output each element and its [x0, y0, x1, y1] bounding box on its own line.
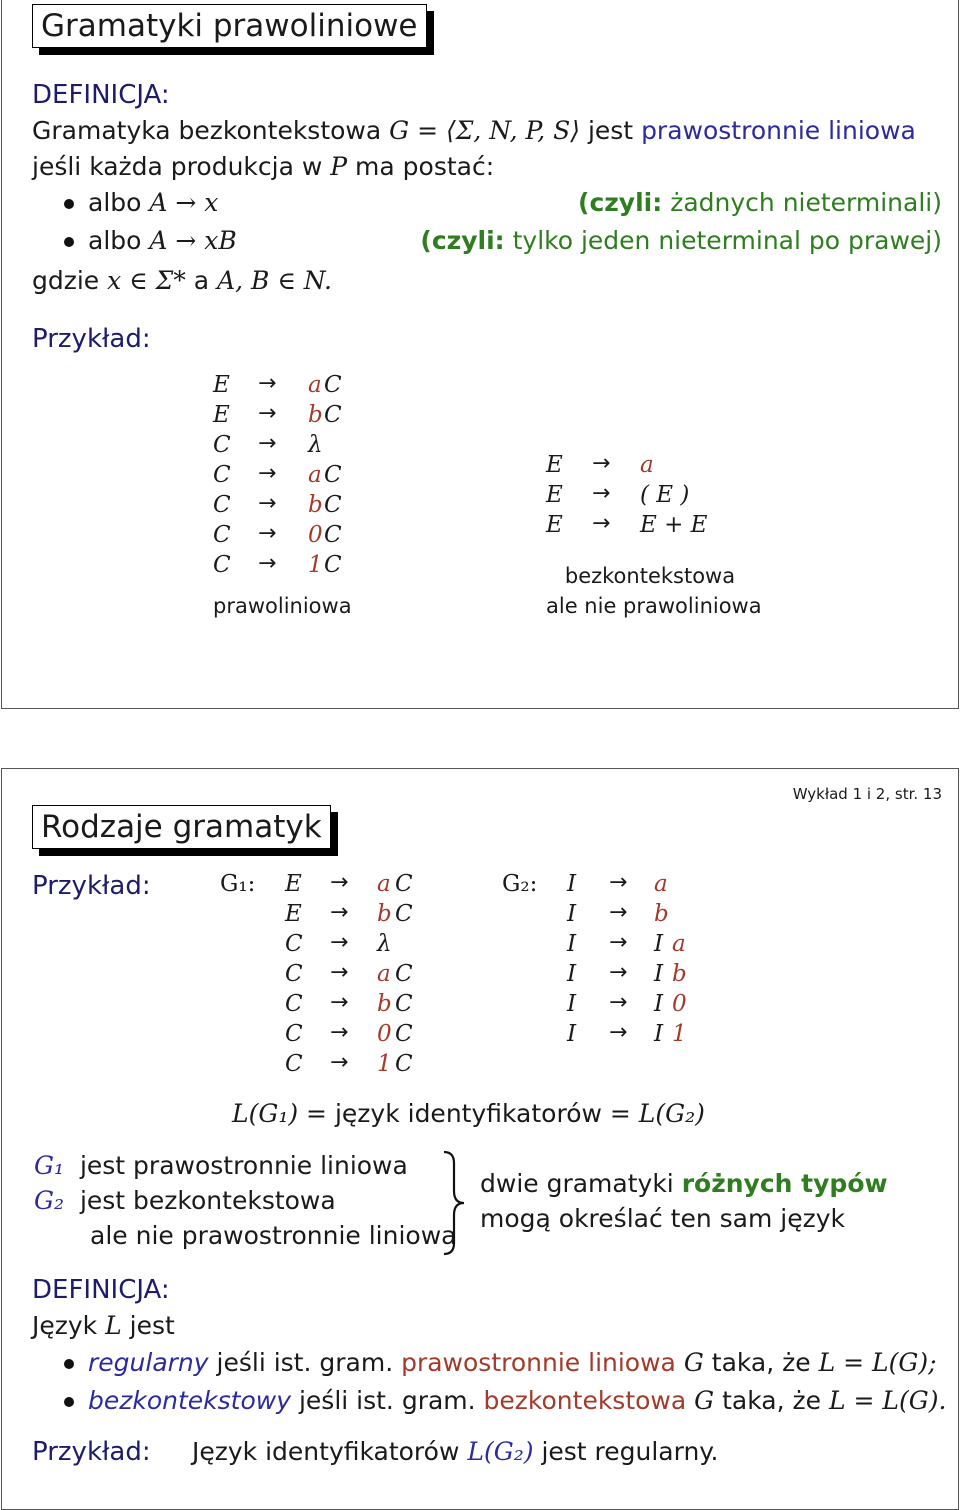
rule-rhs: ( E ): [640, 482, 690, 508]
right-grammar-caption-1: bezkontekstowa: [564, 564, 736, 588]
example-text: jest regularny.: [541, 1437, 719, 1466]
rule-lhs: C: [213, 522, 231, 548]
def-text: ma postać:: [355, 152, 495, 181]
rule-lhs: C: [285, 961, 303, 987]
slide-grammar-types: [1, 768, 959, 1510]
rule-lhs: C: [285, 1021, 303, 1047]
lang-g1: L(G₁) =: [232, 1099, 327, 1128]
rule-formula: A → xB: [149, 226, 237, 255]
grammar-symbol: G: [694, 1386, 715, 1415]
example-text: Język identyfikatorów: [192, 1437, 460, 1466]
arrow-icon: →: [330, 870, 349, 895]
example-heading: Przykład:: [32, 871, 151, 901]
rule-nonterminal: C: [324, 372, 342, 398]
rule-nonterminal: I: [654, 1021, 664, 1047]
bullet-icon: [64, 1397, 74, 1407]
rule-nonterminal: I: [654, 961, 664, 987]
term-right-linear: prawostronnie liniowa: [641, 116, 916, 145]
def-text: jest: [587, 116, 634, 145]
rule-formula: A → x: [149, 188, 219, 217]
bullet-rule-2: [64, 226, 237, 255]
rule-terminal: b: [308, 402, 323, 428]
arrow-icon: →: [609, 960, 628, 985]
rule-terminal: 1: [672, 1021, 687, 1047]
where-line: [32, 266, 332, 295]
left-grammar-caption: prawoliniowa: [213, 594, 352, 618]
rule-nonterminal: C: [395, 871, 413, 897]
def-text: jeśli każda produkcja w: [32, 152, 323, 181]
arrow-icon: →: [330, 930, 349, 955]
arrow-icon: →: [609, 900, 628, 925]
rule-lhs: E: [285, 901, 302, 927]
rule-lhs: I: [567, 991, 577, 1017]
rule-lhs: I: [567, 961, 577, 987]
language-formula: L(G₂): [467, 1437, 534, 1466]
rule-nonterminal: I: [654, 991, 664, 1017]
rule-nonterminal: I: [654, 931, 664, 957]
rule-nonterminal: C: [395, 991, 413, 1017]
where-text: gdzie: [32, 266, 100, 295]
rule-lhs: E: [546, 482, 563, 508]
language-symbol: L: [105, 1311, 122, 1340]
def-bullet-regular: [64, 1348, 937, 1377]
arrow-icon: →: [330, 990, 349, 1015]
grammar-tuple-formula: G = ⟨Σ, N, P, S⟩: [389, 116, 580, 145]
slide-right-linear-grammars: [1, 0, 959, 709]
arrow-icon: →: [258, 461, 277, 486]
cmp-conclusion-2: mogą określać ten sam język: [480, 1204, 845, 1233]
rule-rhs: a: [640, 452, 654, 478]
rule-terminal: a: [377, 961, 391, 987]
arrow-icon: →: [330, 900, 349, 925]
rule-terminal: a: [308, 372, 322, 398]
language-formula: L = L(G).: [828, 1386, 947, 1415]
example-heading-2: Przykład:: [32, 1437, 151, 1467]
rule-terminal: a: [377, 871, 391, 897]
term-regular: regularny: [88, 1348, 209, 1377]
rule-nonterminal: C: [324, 402, 342, 428]
language-formula: L = L(G);: [818, 1348, 937, 1377]
g2-label: G₂:: [502, 871, 538, 897]
bullet-icon: [64, 1359, 74, 1369]
def-text: taka, że: [722, 1386, 821, 1415]
lang-name: język identyfikatorów: [334, 1099, 602, 1128]
definition-line-1: [32, 116, 916, 145]
grammar-symbol: G: [683, 1348, 704, 1377]
rule-terminal: a: [672, 931, 686, 957]
page-reference: Wykład 1 i 2, str. 13: [792, 785, 942, 803]
term-right-linear: prawostronnie liniowa: [401, 1348, 676, 1377]
note-text: tylko jeden nieterminal po prawej): [512, 226, 942, 255]
g2-description: jest bezkontekstowa: [79, 1186, 336, 1215]
rule-lhs: E: [546, 512, 563, 538]
bullet-icon: [64, 199, 74, 209]
rule-lhs: C: [285, 991, 303, 1017]
rule-terminal: a: [308, 462, 322, 488]
bullet-rule-1: [64, 188, 218, 217]
definition-heading: DEFINICJA:: [32, 1275, 170, 1305]
def-text: jeśli ist. gram.: [216, 1348, 394, 1377]
where-formula: x ∈ Σ*: [107, 266, 186, 295]
arrow-icon: →: [592, 481, 611, 506]
conclusion-text: dwie gramatyki: [480, 1169, 674, 1198]
cmp-g2: [34, 1186, 336, 1215]
def-text: jest: [129, 1311, 175, 1340]
cmp-g1: [34, 1151, 408, 1180]
term-context-free: bezkontekstowy: [88, 1386, 292, 1415]
arrow-icon: →: [258, 401, 277, 426]
arrow-icon: →: [609, 930, 628, 955]
rule-lhs: E: [213, 402, 230, 428]
def-text: taka, że: [711, 1348, 811, 1377]
where-formula: A, B ∈ N.: [217, 266, 333, 295]
bullet-text: albo: [88, 226, 142, 255]
rule-terminal: b: [672, 961, 687, 987]
definition-line-2: [32, 152, 494, 181]
definition-intro: [32, 1311, 175, 1340]
example-conclusion: [192, 1437, 719, 1466]
example-heading: Przykład:: [32, 324, 151, 354]
arrow-icon: →: [609, 1020, 628, 1045]
rule-lhs: C: [285, 1051, 303, 1077]
slide-title: Rodzaje gramatyk: [32, 805, 331, 849]
cmp-conclusion-1: [480, 1169, 888, 1198]
g1-symbol: G₁: [34, 1151, 64, 1180]
rule-lhs: C: [213, 552, 231, 578]
rule-terminal: 1: [308, 552, 323, 578]
arrow-icon: →: [258, 551, 277, 576]
rule-terminal: 0: [377, 1021, 392, 1047]
different-types-term: różnych typów: [681, 1169, 888, 1198]
rule-lhs: C: [213, 462, 231, 488]
slide-title: Gramatyki prawoliniowe: [32, 4, 427, 48]
bullet-note-2: [420, 226, 942, 255]
rule-terminal: a: [654, 871, 668, 897]
right-grammar-caption-2: ale nie prawoliniowa: [546, 594, 762, 618]
rule-lhs: E: [213, 372, 230, 398]
rule-nonterminal: C: [324, 492, 342, 518]
bullet-note-1: [578, 188, 942, 217]
productions-symbol: P: [330, 152, 348, 181]
rule-rhs: E + E: [640, 512, 708, 538]
arrow-icon: →: [592, 511, 611, 536]
rule-nonterminal: C: [395, 961, 413, 987]
arrow-icon: →: [330, 960, 349, 985]
arrow-icon: →: [258, 371, 277, 396]
note-label: (czyli:: [578, 188, 663, 217]
arrow-icon: →: [609, 870, 628, 895]
rule-terminal: b: [654, 901, 669, 927]
arrow-icon: →: [609, 990, 628, 1015]
rule-terminal: b: [377, 901, 392, 927]
rule-terminal: 0: [308, 522, 323, 548]
rule-rhs: λ: [377, 931, 392, 957]
rule-terminal: b: [377, 991, 392, 1017]
def-bullet-context-free: [64, 1386, 946, 1415]
arrow-icon: →: [258, 431, 277, 456]
g1-label: G₁:: [220, 871, 256, 897]
arrow-icon: →: [258, 521, 277, 546]
right-brace-icon: [440, 1149, 470, 1257]
arrow-icon: →: [330, 1050, 349, 1075]
def-text: Gramatyka bezkontekstowa: [32, 116, 382, 145]
rule-rhs: λ: [308, 432, 323, 458]
rule-lhs: C: [285, 931, 303, 957]
rule-lhs: I: [567, 931, 577, 957]
arrow-icon: →: [258, 491, 277, 516]
language-equality: [232, 1099, 705, 1128]
definition-heading: DEFINICJA:: [32, 80, 170, 110]
note-label: (czyli:: [420, 226, 505, 255]
bullet-icon: [64, 237, 74, 247]
rule-nonterminal: C: [324, 552, 342, 578]
rule-terminal: 1: [377, 1051, 392, 1077]
bullet-text: albo: [88, 188, 142, 217]
rule-terminal: b: [308, 492, 323, 518]
rule-nonterminal: C: [324, 522, 342, 548]
rule-lhs: I: [567, 871, 577, 897]
cmp-g2-line2: ale nie prawostronnie liniowa: [90, 1221, 457, 1250]
rule-lhs: I: [567, 901, 577, 927]
def-text: Język: [32, 1311, 98, 1340]
rule-lhs: E: [285, 871, 302, 897]
def-text: jeśli ist. gram.: [298, 1386, 476, 1415]
rule-lhs: I: [567, 1021, 577, 1047]
rule-terminal: 0: [672, 991, 687, 1017]
note-text: żadnych nieterminali): [670, 188, 942, 217]
where-text: a: [193, 266, 210, 295]
term-context-free-grammar: bezkontekstowa: [483, 1386, 687, 1415]
arrow-icon: →: [592, 451, 611, 476]
g1-description: jest prawostronnie liniowa: [79, 1151, 408, 1180]
rule-lhs: E: [546, 452, 563, 478]
rule-lhs: C: [213, 492, 231, 518]
rule-nonterminal: C: [395, 1021, 413, 1047]
arrow-icon: →: [330, 1020, 349, 1045]
g2-symbol: G₂: [34, 1186, 64, 1215]
rule-lhs: C: [213, 432, 231, 458]
rule-nonterminal: C: [324, 462, 342, 488]
rule-nonterminal: C: [395, 1051, 413, 1077]
lang-g2: = L(G₂): [609, 1099, 705, 1128]
rule-nonterminal: C: [395, 901, 413, 927]
